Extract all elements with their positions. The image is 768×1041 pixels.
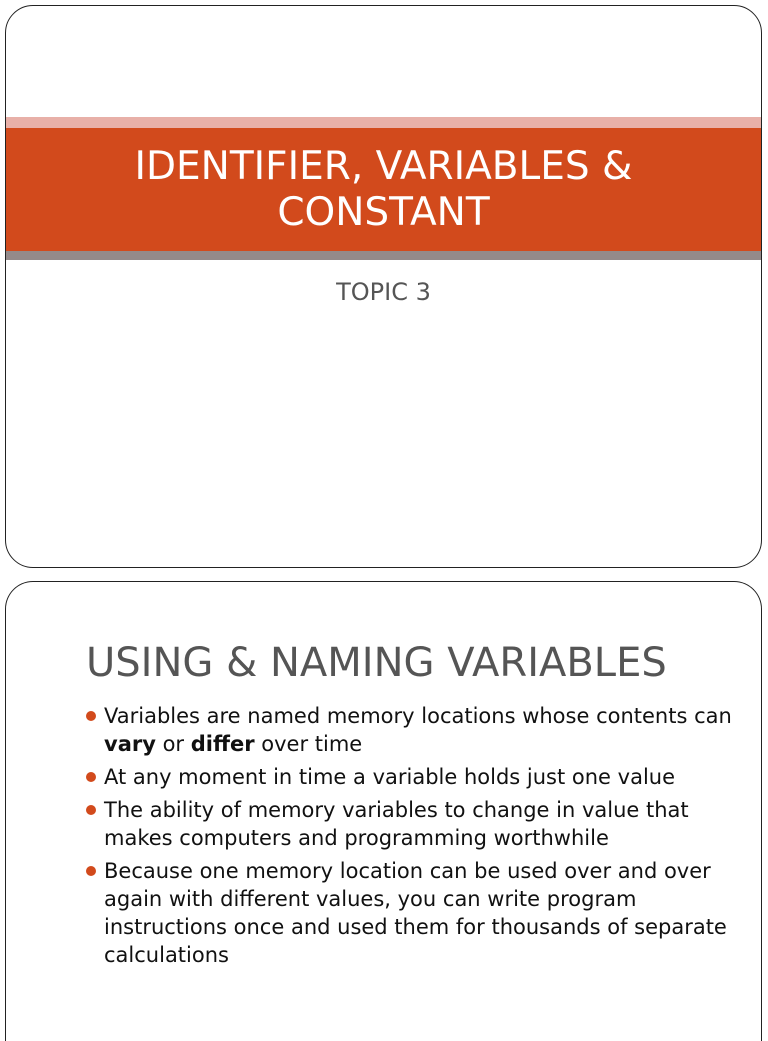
title-band-top-stripe	[6, 117, 761, 128]
slide-title-line2: CONSTANT	[277, 189, 490, 235]
slide-subtitle: TOPIC 3	[336, 278, 431, 306]
bullet-icon	[86, 805, 96, 815]
bullet-bold-text: differ	[190, 732, 255, 756]
content-slide	[5, 581, 762, 1041]
bullet-item	[86, 796, 746, 852]
bullet-icon	[86, 711, 96, 721]
bullet-icon	[86, 772, 96, 782]
bullet-text: Because one memory location can be used over and over again with different values, you can write program instructions once and used them for thousands of separate calculations	[104, 859, 727, 967]
bullet-item	[86, 702, 746, 758]
bullet-bold-text: vary	[104, 732, 156, 756]
title-slide	[5, 5, 762, 568]
slide-title-line1: IDENTIFIER, VARIABLES &	[134, 143, 633, 189]
bullet-text: over time	[254, 732, 363, 756]
bullet-text: At any moment in time a variable holds just one value	[104, 765, 676, 789]
content-slide-title: USING & NAMING VARIABLES	[86, 640, 667, 686]
title-band-bottom-stripe	[6, 251, 761, 260]
bullet-item	[86, 763, 746, 791]
bullet-text: The ability of memory variables to change in value that makes computers and programming worthwhile	[104, 798, 689, 850]
bullet-text: or	[155, 732, 191, 756]
bullet-list	[86, 702, 746, 974]
bullet-item	[86, 857, 746, 969]
slide-title	[64, 144, 704, 236]
bullet-text: Variables are named memory locations whose contents can	[104, 704, 732, 728]
title-band	[6, 128, 761, 251]
bullet-icon	[86, 866, 96, 876]
